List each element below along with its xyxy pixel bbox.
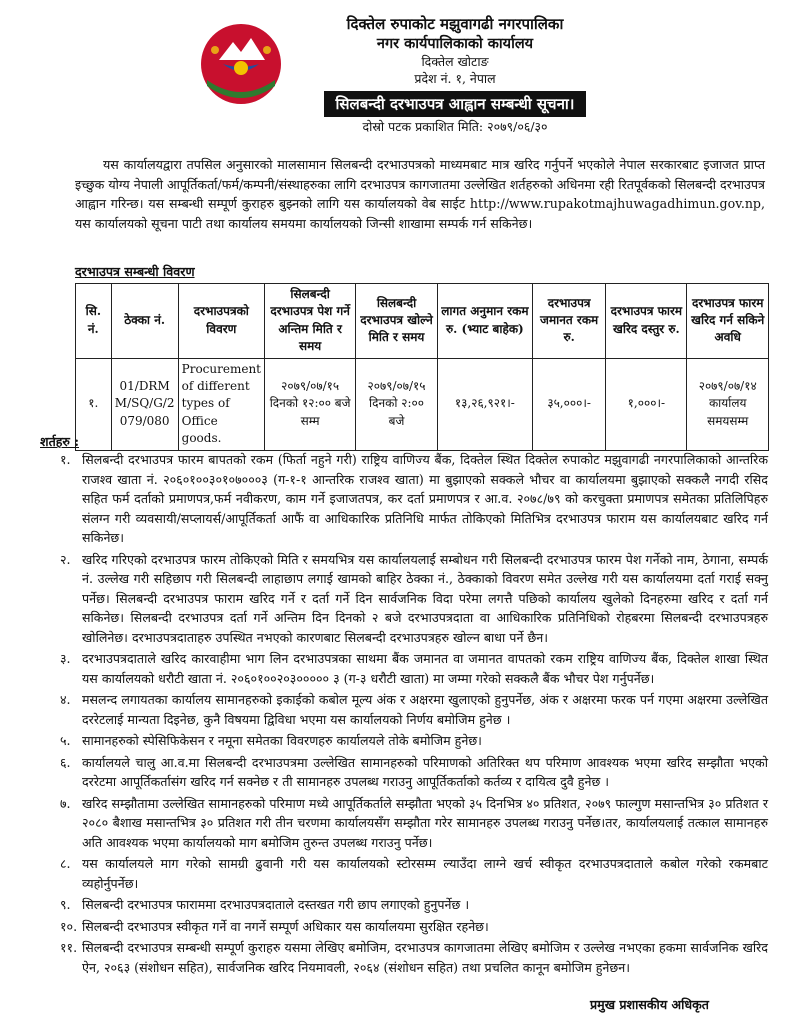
- condition-item: [60, 938, 768, 977]
- cell-description: Procurement of different types of Office goods.: [178, 358, 264, 450]
- condition-item: [60, 753, 768, 792]
- conditions-title: शर्तहरु :: [40, 434, 79, 449]
- condition-text: यस कार्यालयले माग गरेको सामग्री ढुवानी गरी यस कार्यालयको स्टोरसम्म ल्याउँदा लाग्ने खर्च स्वीकृत दरभाउपत्रदाताले कबोल गरेको रकमबाट व्यहोर्नुपर्नेछ।: [82, 856, 768, 891]
- signature-line: प्रमुख प्रशासकीय अधिकृत: [590, 997, 709, 1012]
- condition-number: ११.: [60, 940, 78, 956]
- cell-security: ३५,०००।-: [532, 358, 605, 450]
- notice-title: सिलबन्दी दरभाउपत्र आह्वान सम्बन्धी सूचना।: [324, 91, 587, 117]
- th-security: दरभाउपत्र जमानत रकम रु.: [532, 284, 605, 359]
- condition-text: खरिद सम्झौतामा उल्लेखित सामानहरुको परिमाण मध्ये आपूर्तिकर्ताले सम्झौता भएको ३५ दिनभित्र ४० प्रतिशत, २०७९ फाल्गुण मसान्तभित्र ३० प्रतिशत र २०८० बैशाख मसान्तभित्र ३० प्रतिशत गरी तीन चरणमा कार्यालयसँग सम्झौता गरेर सामानहरु उपलब्ध गराउनु पर्नेछ।तर, कार्यालयलाई तत्काल सामानहरु अति आवश्यक भएमा कार्यालयको माग बमोजिम तुरुन्त उपलब्ध गराउनु पर्नेछ।: [82, 795, 768, 850]
- th-period: दरभाउपत्र फारम खरिद गर्न सकिने अवधि: [687, 284, 769, 359]
- th-sn: सि. नं.: [76, 284, 112, 359]
- condition-number: ४.: [60, 692, 71, 708]
- condition-number: १०.: [60, 918, 78, 934]
- condition-text: मसलन्द लगायतका कार्यालय सामानहरुको इकाईको कबोल मूल्य अंक र अक्षरमा खुलाएको हुनुपर्नेछ, अंक र अक्षरमा फरक पर्न गएमा अक्षरमा उल्लेखित दररेटलाई मान्यता दिइनेछ, कुनै विषयमा द्विविधा भएमा यस कार्यालयको निर्णय बमोजिम हुनेछ ।: [82, 692, 768, 727]
- cell-estimate: १३,२६,९२१।-: [437, 358, 532, 450]
- condition-item: [60, 794, 768, 853]
- conditions-list: [60, 450, 768, 979]
- condition-text: दरभाउपत्रदाताले खरिद कारवाहीमा भाग लिन दरभाउपत्रका साथमा बैंक जमानत वा जमानत वापतको रकम राष्ट्रिय वाणिज्य बैंक, दिक्तेल शाखा स्थित यस कार्यालयको धरौटी खाता नं. २०६०१००२०३००००० ३ (ग-३ धरौटी खाता) मा जम्मा गरेको सक्कलै बैंक भौचर पेश गर्नुपर्नेछ।: [82, 651, 768, 686]
- condition-text: सिलबन्दी दरभाउपत्र सम्बन्धी सम्पूर्ण कुराहरु यसमा लेखिए बमोजिम, दरभाउपत्र कागजातमा लेखिए बमोजिम र उल्लेख नभएका हकमा सार्वजनिक खरिद ऐन, २०६३ (संशोधन सहित), सार्वजनिक खरिद नियमावली, २०६४ (संशोधन सहित) तथा प्रचलित कानून बमोजिम हुनेछन।: [82, 940, 768, 975]
- province: प्रदेश नं. १, नेपाल: [414, 70, 496, 86]
- cell-sn: १.: [76, 358, 112, 450]
- condition-item: [60, 854, 768, 893]
- condition-text: सिलबन्दी दरभाउपत्र फारम बापतको रकम (फिर्ता नहुने गरी) राष्ट्रिय वाणिज्य बैंक, दिक्तेल स्थित दिक्तेल रुपाकोट मझुवागढी नगरपालिकाको आन्तरिक राजश्व खाता नं. २०६०१००३०१०७०००३ (ग-१-१ आन्तरिक राजश्व खाता) मा बुझाएको सक्कले भौचर वा कार्यालयमा बुझाएको सक्कलै नगदी रसिद सहित फर्म दर्ताको प्रमाणपत्र,फर्म नवीकरण, काम गर्ने इजाजतपत्र, कर दर्ता प्रमाणपत्र र आ.व. २०७८/७९ को करचुक्ता प्रमाणपत्र समेतका प्रतिलिपिहरु संलग्न गरी व्यवसायी/सप्लायर्स/आपूर्तिकर्ता आफैं वा आधिकारिक प्रतिनिधि मार्फत तोकिएको मितिभित्र दरभाउपत्र फाराम यस कार्यालयबाट खरिद गर्न सकिनेछ।: [82, 452, 768, 546]
- table-header-row: [76, 284, 769, 359]
- condition-item: [60, 895, 768, 915]
- condition-text: सिलबन्दी दरभाउपत्र फाराममा दरभाउपत्रदाताले दस्तखत गरी छाप लगाएको हुनुपर्नेछ ।: [82, 897, 470, 913]
- condition-number: ७.: [60, 795, 71, 811]
- table-row: [76, 358, 769, 450]
- cell-fee: १,०००।-: [606, 358, 687, 450]
- th-opening: सिलबन्दी दरभाउपत्र खोल्ने मिति र समय: [356, 284, 438, 359]
- th-description: दरभाउपत्रको विवरण: [178, 284, 264, 359]
- details-title: दरभाउपत्र सम्बन्धी विवरण: [75, 264, 195, 279]
- condition-item: [60, 550, 768, 648]
- condition-number: २.: [60, 551, 71, 567]
- office-name: नगर कार्यपालिकाको कार्यालय: [376, 35, 534, 53]
- condition-number: ३.: [60, 651, 71, 667]
- intro-text: यस कार्यालयद्वारा तपसिल अनुसारको मालसामान सिलबन्दी दरभाउपत्रको माध्यमबाट मात्र खरिद गर्नुपर्ने भएकोले नेपाल सरकारबाट इजाजत प्राप्त इच्छुक योग्य नेपाली आपूर्तिकर्ता/फर्म/कम्पनी/संस्थाहरुका लागि दरभाउपत्र कागजातमा उल्लेखित शर्तहरुको अधिनमा रही रितपूर्वकको सिलबन्दी दरभाउपत्र आह्वान गरिन्छ। यस सम्बन्धी सम्पूर्ण कुराहरु बुझ्नको लागि यस कार्यालयको वेब साईट http://www.rupakotmajhuwagadhimun.gov.np, यस कार्यालयको सूचना पाटी तथा कार्यालय समयमा कार्यालयको जिन्सी शाखामा सम्पर्क गर्न सकिनेछ।: [75, 157, 765, 231]
- cell-contract-no: 01/DRMM/SQ/G/2079/080: [111, 358, 178, 450]
- letterhead: [230, 14, 680, 136]
- th-submit-deadline: सिलबन्दी दरभाउपत्र पेश गर्ने अन्तिम मिति र समय: [265, 284, 356, 359]
- th-estimate: लागत अनुमान रकम रु. (भ्याट बाहेक): [437, 284, 532, 359]
- intro-paragraph: [75, 155, 765, 233]
- condition-item: [60, 649, 768, 688]
- condition-text: कार्यालयले चालु आ.व.मा सिलबन्दी दरभाउपत्रमा उल्लेखित सामानहरुको परिमाणको अतिरिक्त थप परिमाण आवश्यक भएमा खरिद सम्झौता भएको दररेटमा आपूर्तिकर्तासंग खरिद गर्न सक्नेछ र ती सामानहरु उपलब्ध गराउनु आपूर्तिकर्ताको कर्तव्य र दायित्व दुवै हुनेछ ।: [82, 754, 768, 790]
- condition-number: १.: [60, 452, 71, 467]
- municipality-name: दिक्तेल रुपाकोट मझुवागढी नगरपालिका: [346, 15, 564, 33]
- th-contract-no: ठेक्का नं.: [111, 284, 178, 359]
- condition-item: [60, 731, 768, 751]
- cell-submit: २०७९/०७/१५ दिनको १२:०० बजे सम्म: [265, 358, 356, 450]
- condition-item: [60, 690, 768, 729]
- publish-date: दोस्रो पटक प्रकाशित मिति: २०७९/०६/३०: [362, 118, 548, 134]
- condition-text: सामानहरुको स्पेसिफिकेसन र नमूना समेतका विवरणहरु कार्यालयले तोके बमोजिम हुनेछ।: [82, 733, 482, 749]
- condition-number: ५.: [60, 733, 71, 749]
- cell-period: २०७९/०७/१४ कार्यालय समयसम्म: [687, 358, 769, 450]
- condition-number: ६.: [60, 754, 71, 770]
- condition-item: [60, 450, 768, 548]
- condition-text: सिलबन्दी दरभाउपत्र स्वीकृत गर्ने वा नगर्ने सम्पूर्ण अधिकार यस कार्यालयमा सुरक्षित रहनेछ।: [82, 918, 489, 934]
- cell-open: २०७९/०७/१५ दिनको २:०० बजे: [356, 358, 438, 450]
- condition-text: खरिद गरिएको दरभाउपत्र फारम तोकिएको मिति र समयभित्र यस कार्यालयलाई सम्बोधन गरी सिलबन्दी दरभाउपत्र फारम पेश गर्नेको नाम, ठेगाना, सम्पर्क नं. उल्लेख गरी सहिछाप गरी सिलबन्दी लाहाछाप लगाई खामको बाहिर ठेक्का नं., ठेक्काको विवरण समेत उल्लेख गरी यस कार्यालयमा दर्ता गराई सक्नु पर्नेछ। सिलबन्दी दरभाउपत्र फाराम खरिद गर्ने र दर्ता गर्ने दिन सार्वजनिक विदा परेमा लगत्तै पछिको कार्यालय खुलेको दिनहरुमा खरिद र दर्ता गर्न सकिनेछ। सिलबन्दी दरभाउपत्र दर्ता गर्ने अन्तिम दिन दिनको २ बजे दरभाउपत्रदाता वा आधिकारिक प्रतिनिधिको रोहबरमा सिलबन्दी दरभाउपत्रहरु खोलिनेछ। दरभाउपत्रदाताहरु उपस्थित नभएको कारणबाट सिलबन्दी दरभाउपत्रहरु खोल्न बाधा पर्ने छैन।: [82, 551, 768, 645]
- office-location: दिक्तेल खोटाङ: [421, 53, 489, 69]
- th-fee: दरभाउपत्र फारम खरिद दस्तुर रु.: [606, 284, 687, 359]
- condition-item: [60, 917, 768, 937]
- bid-details-table: [75, 283, 769, 451]
- condition-number: ९.: [60, 897, 71, 913]
- condition-number: ८.: [60, 856, 71, 872]
